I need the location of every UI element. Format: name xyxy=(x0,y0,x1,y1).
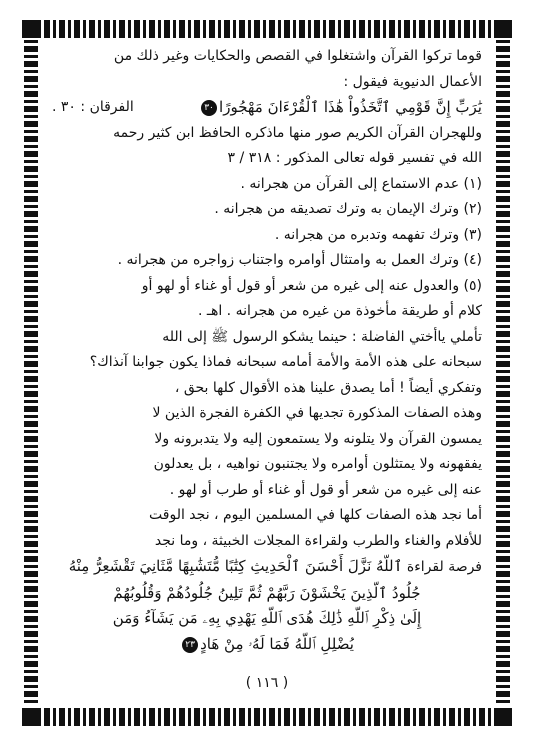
text-line: سبحانه على هذه الأمة والأمة أمامه سبحانه فماذا يكون جوابنا آنذاك؟ xyxy=(89,354,482,370)
text-line: وتفكري أيضاً ! أما يصدق علينا هذه الأقوال كلها بحق ، xyxy=(174,379,482,396)
border-bottom xyxy=(38,708,496,726)
verse-line xyxy=(52,95,482,121)
quran-verse: ٱللَّهُ نَزَّلَ أَحْسَنَ ٱلْحَدِيثِ كِتَٰبًا مُّتَشَٰبِهًا مَّثَانِيَ تَقْشَعِرُّ مِنْهُ xyxy=(68,557,403,575)
page-number: ( ١١٦ ) xyxy=(245,674,289,691)
text-line: للأفلام والغناء والطرب ولقراءة المجلات الخبيثة ، وما نجد xyxy=(154,532,482,549)
border-corner xyxy=(22,20,38,38)
text-line: الأعمال الدنيوية فيقول : xyxy=(343,73,482,90)
border-corner xyxy=(496,708,512,726)
text-line: قوما تركوا القرآن واشتغلوا في القصص والحكايات وغير ذلك من xyxy=(113,48,482,64)
quran-verse: جُلُودُ ٱلَّذِينَ يَخْشَوْنَ رَبَّهُمْ ثُمَّ تَلِينُ جُلُودُهُمْ وَقُلُوبُهُمْ xyxy=(113,583,421,602)
text-line: أما نجد هذه الصفات كلها في المسلمين اليوم ، نجد الوقت xyxy=(149,507,482,523)
list-item: (٥) والعدول عنه إلى غيره من شعر أو قول أو غناء أو لهو أو xyxy=(141,277,482,294)
border-corner xyxy=(22,708,38,726)
quran-verse: إِلَىٰ ذِكْرِ ٱللَّهِ ذَٰلِكَ هُدَى ٱللَّهِ يَهْدِي بِهِۦ مَن يَشَآءُ وَمَن xyxy=(112,609,422,627)
list-item: (٢) وترك الإيمان به وترك تصديقه من هجرانه . xyxy=(214,201,482,217)
border-top xyxy=(38,20,496,38)
text-line: عنه إلى غيره من شعر أو قول أو غناء أو طرب أو لهو . xyxy=(169,481,482,498)
text-line: كلام أو طريقة مأخوذة من غيره من هجرانه . اهـ . xyxy=(197,303,482,319)
border-corner xyxy=(496,20,512,38)
list-item: (١) عدم الاستماع إلى القرآن من هجرانه . xyxy=(240,175,482,192)
list-item: (٤) وترك العمل به وامتثال أوامره واجتناب زواجره من هجرانه . xyxy=(117,252,482,268)
text-line: وهذه الصفات المذكورة تجديها في الكفرة الفجرة الذين لا xyxy=(152,405,482,421)
list-item: (٣) وترك تفهمه وتدبره من هجرانه . xyxy=(274,226,482,243)
quran-verse: يَٰرَبِّ إِنَّ قَوْمِي ٱتَّخَذُواْ هَٰذَا ٱلْقُرْءَانَ مَهْجُورًا٣٠ xyxy=(199,95,482,121)
page-body xyxy=(52,44,482,700)
text-line: تأملي ياأختي الفاضلة : حينما يشكو الرسول ﷺ إلى الله xyxy=(162,328,482,345)
text-line: وللهجران القرآن الكريم صور منها ماذكره الحافظ ابن كثير رحمه xyxy=(113,124,482,141)
text-line: فرصة لقراءة ٱللَّهُ نَزَّلَ أَحْسَنَ ٱلْحَدِيثِ كِتَٰبًا مُّتَشَٰبِهًا مَّثَانِيَ تَقْشَعِرُّ مِنْهُ xyxy=(68,557,482,575)
text-line: يمسون القرآن ولا يتلونه ولا يستمعون إليه ولا يتدبرونه ولا xyxy=(154,430,482,447)
text-line: الله في تفسير قوله تعالى المذكور : ٣١٨ / ٣ xyxy=(227,150,482,166)
quran-verse: يُضْلِلِ ٱللَّهُ فَمَا لَهُۥ مِنْ هَادٍ٢٣ xyxy=(52,632,482,658)
verse-reference: الفرقان : ٣٠ . xyxy=(52,99,134,115)
border-right xyxy=(496,40,510,706)
ayah-number: ٢٣ xyxy=(182,637,198,653)
text-line: يفقهونه ولا يمتثلون أوامره ولا يجتنبون نواهيه ، بل يعدلون xyxy=(153,456,482,472)
border-left xyxy=(24,40,38,706)
ayah-number: ٣٠ xyxy=(201,100,217,116)
